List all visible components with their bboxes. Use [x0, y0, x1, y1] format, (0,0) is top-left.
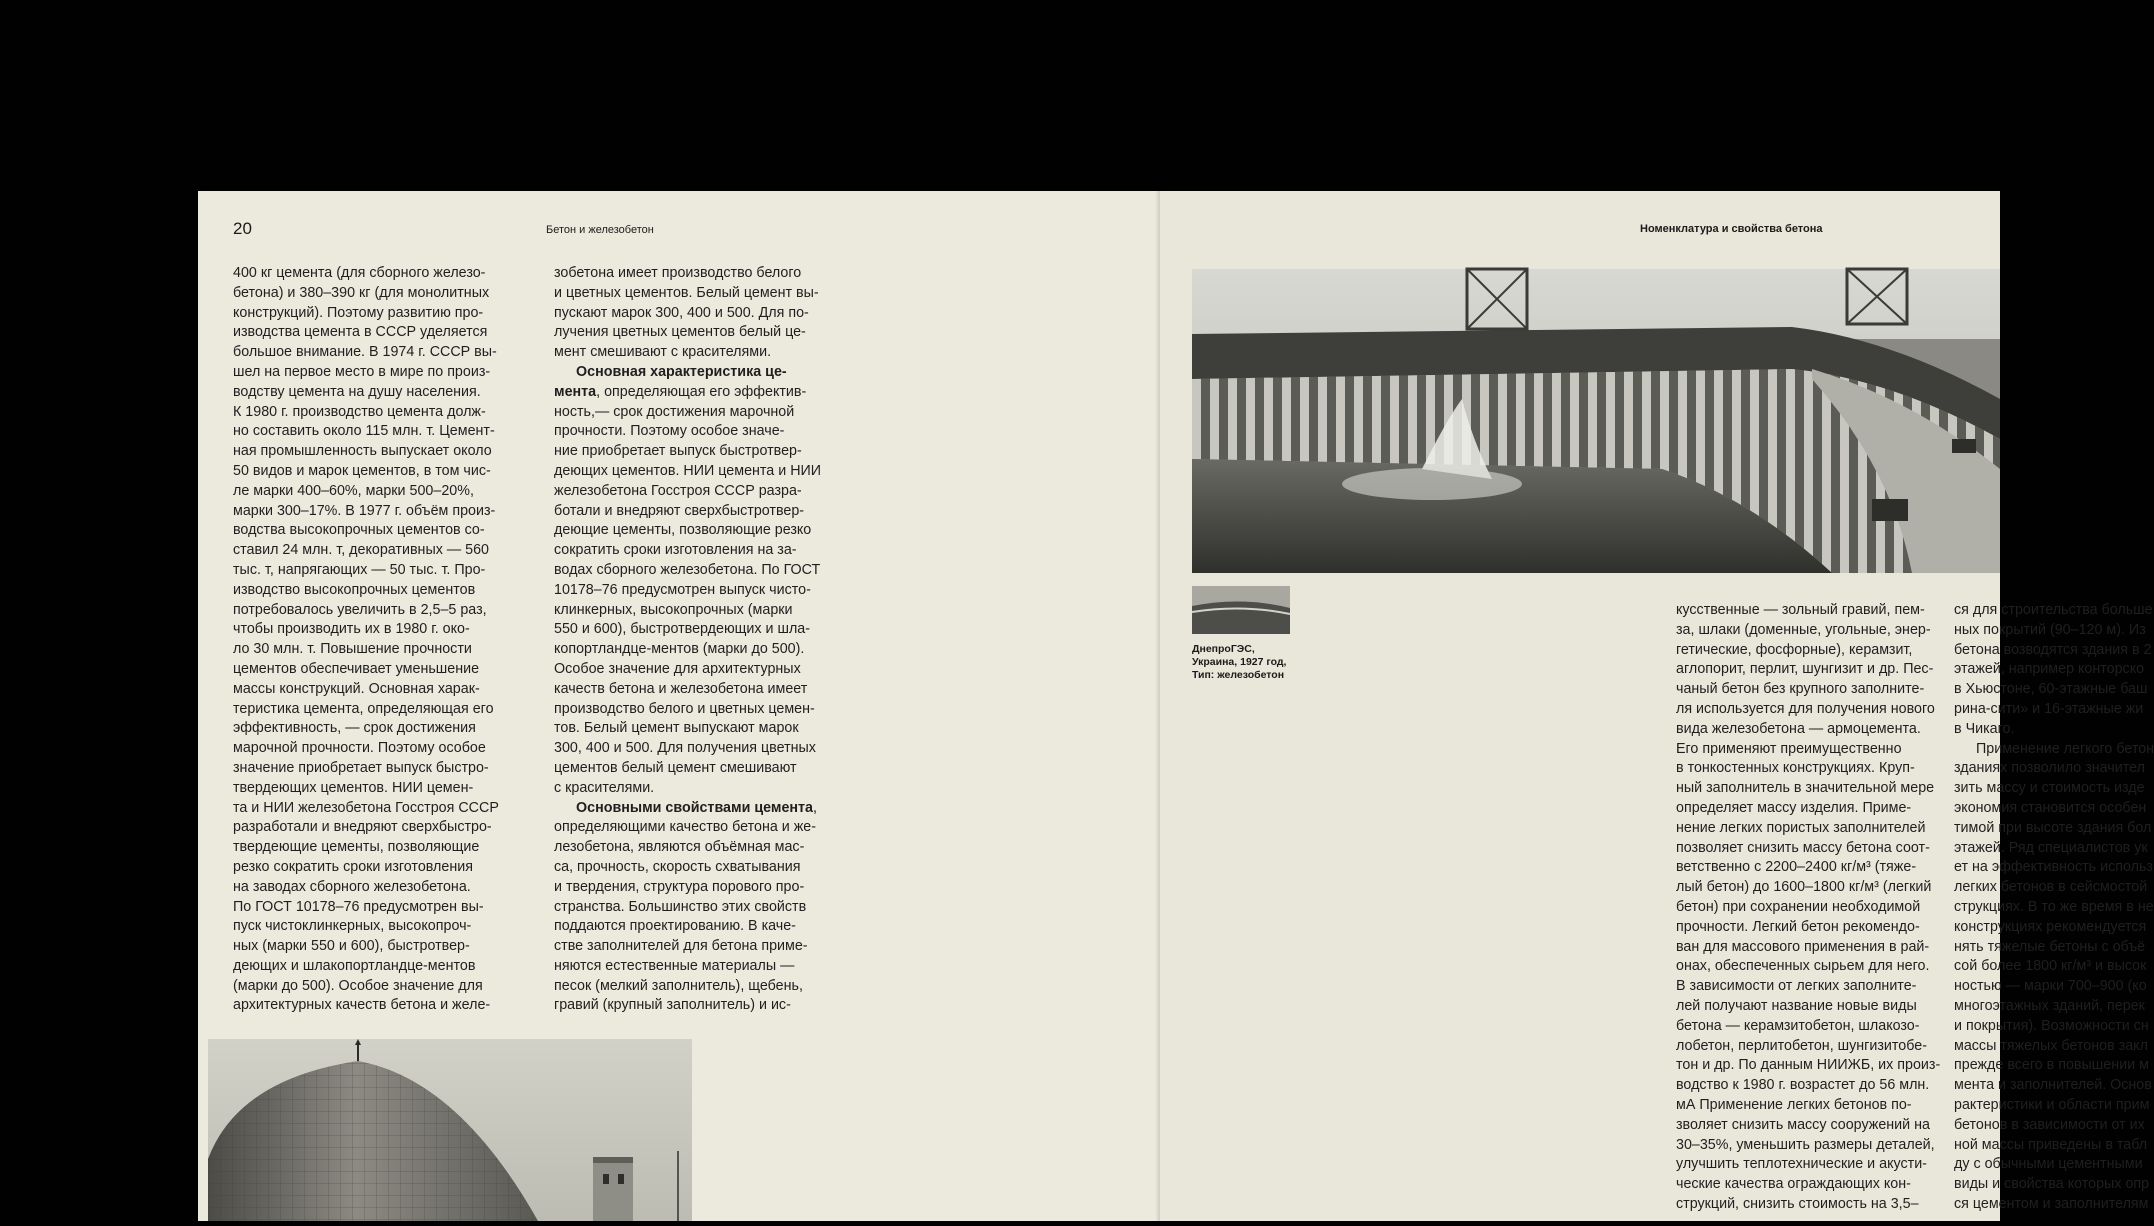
text-line: шел на первое место в мире по произ-	[233, 363, 491, 380]
text-line: ветственно с 2200–2400 кг/м³ (тяже-	[1676, 859, 1917, 876]
text-line: значение приобретает выпуск быстро-	[233, 759, 489, 776]
text-line: гетические, фосфорные), керамзит,	[1676, 641, 1913, 658]
text-line: улучшить теплотехнические и акусти-	[1676, 1156, 1927, 1173]
running-head-left: Бетон и железобетон	[546, 224, 654, 236]
text-line: тов. Белый цемент выпускают марок	[554, 720, 799, 737]
dam-illustration	[1192, 269, 2000, 573]
text-line: клинкерных, высокопрочных (марки	[554, 601, 793, 618]
text-line: деющие цементы, позволяющие резко	[554, 522, 812, 539]
text-line: 30–35%, уменьшить размеры деталей,	[1676, 1136, 1935, 1153]
text-line: мент смешивают с красителями.	[554, 344, 772, 361]
text-line: кусственные — зольный гравий, пем-	[1676, 602, 1925, 618]
text-line: марки 300–17%. В 1977 г. объём произ-	[233, 502, 496, 519]
text-line: твердеющих цементов. НИИ цемен-	[233, 779, 474, 796]
text-line: нение легких пористых заполнителей	[1676, 819, 1926, 836]
text-line: песок (мелкий заполнитель), щебень,	[554, 977, 803, 994]
text-line: определяющими качество бетона и же-	[554, 819, 816, 836]
text-line: ность,— срок достижения марочной	[554, 403, 795, 420]
text-line: 400 кг цемента (для сборного железо-	[233, 265, 486, 281]
text-line: водству цемента на душу населения.	[233, 383, 481, 400]
text-line: рактеристики и области прим	[1954, 1096, 2150, 1113]
text-line: прежде всего в повышении м	[1954, 1057, 2149, 1074]
text-line: ло 30 млн. т. Повышение прочности	[233, 641, 472, 658]
text-line: 550 и 600), быстротвердеющих и шла-	[554, 621, 811, 638]
text-line	[554, 363, 844, 383]
text-line: пускают марок 300, 400 и 500. Для по-	[554, 304, 809, 321]
text-line: водах сборного железобетона. По ГОСТ	[554, 561, 821, 578]
left-page	[198, 191, 1160, 1221]
text-line: с красителями.	[554, 779, 655, 796]
bold-term: мента	[554, 383, 597, 400]
text-line: 300, 400 и 500. Для получения цветных	[554, 740, 816, 757]
text-line: поддаются проектированию. В каче-	[554, 918, 796, 935]
caption-line: Украина, 1927 год,	[1192, 656, 1287, 668]
text-line: 10178–76 предусмотрен выпуск чисто-	[554, 581, 811, 598]
text-line: и покрытия). Возможности сн	[1954, 1017, 2149, 1034]
text-line: изводство высокопрочных цементов	[233, 581, 476, 598]
text-line: и твердения, структура порового про-	[554, 878, 805, 895]
text-line: ных (марки 550 и 600), быстротвер-	[233, 938, 470, 955]
text-line: странства. Большинство этих свойств	[554, 898, 807, 915]
dam-photo	[1192, 269, 2000, 573]
text-line: лый бетон) до 1600–1800 кг/м³ (легкий	[1676, 879, 1932, 896]
text-line: качеств бетона и железобетона имеет	[554, 680, 808, 697]
text-column-2	[554, 264, 844, 1016]
text-line: ле марки 400–60%, марки 500–20%,	[233, 482, 474, 499]
text-line: позволяет снизить массу бетона соот-	[1676, 839, 1930, 856]
text-line: ду с обычными цементными	[1954, 1156, 2143, 1173]
text-line: конструкциях рекомендуется	[1954, 918, 2147, 935]
text-line: бетона — керамзитобетон, шлакозо-	[1676, 1017, 1920, 1034]
text-line: тон и др. По данным НИИЖБ, их произ-	[1676, 1057, 1941, 1074]
text-line: эффективность, — срок достижения	[233, 720, 476, 737]
text-line: зить массу и стоимость изде	[1954, 780, 2145, 797]
text-line: аглопорит, перлит, шунгизит и др. Пес-	[1676, 661, 1934, 678]
text-line: копортландце-ментов (марки до 500).	[554, 641, 805, 658]
text-line: резко сократить сроки изготовления	[233, 858, 473, 875]
text-line: массы тяжелых бетонов закл	[1954, 1037, 2148, 1054]
text-line: архитектурных качеств бетона и желе-	[233, 997, 491, 1014]
text-line: онах, обеспеченных сырьем для него.	[1676, 958, 1930, 975]
text-line: твердеющие цементы, позволяющие	[233, 839, 480, 856]
text-line: зволяет снизить массу сооружений на	[1676, 1116, 1930, 1133]
text-line: лучения цветных цементов белый це-	[554, 324, 806, 341]
text-line: ся цементом и заполнителям	[1954, 1195, 2149, 1212]
text-line	[554, 383, 844, 403]
text-line: ный заполнитель в значительной мере	[1676, 780, 1935, 797]
text-line: лезобетона, являются объёмная мас-	[554, 839, 805, 856]
text-line: прочности. Поэтому особое значе-	[554, 423, 785, 440]
text-line: бетона) и 380–390 кг (для монолитных	[233, 284, 490, 301]
text-line: струкций, снизить стоимость на 3,5–	[1676, 1195, 1919, 1212]
text-line: цементов обеспечивает уменьшение	[233, 660, 480, 677]
text-line: По ГОСТ 10178–76 предусмотрен вы-	[233, 898, 484, 915]
text-line: деющих цементов. НИИ цемента и НИИ	[554, 462, 822, 479]
text-line: теристика цемента, определяющая его	[233, 700, 494, 717]
text-line	[554, 799, 844, 819]
text-line: стве заполнителей для бетона приме-	[554, 938, 808, 955]
text-line: сой более 1800 кг/м³ и высок	[1954, 958, 2147, 975]
text-line: са, прочность, скорость схватывания	[554, 858, 801, 875]
text-line: производство белого и цветных цемен-	[554, 700, 815, 717]
text-line: в Чикаго.	[1954, 720, 2015, 737]
text-line: этажей. Ряд специалистов ук	[1954, 839, 2148, 856]
text-line: Особое значение для архитектурных	[554, 660, 801, 677]
text-line: на заводах сборного железобетона.	[233, 878, 471, 895]
text-line: водства высокопрочных цементов со-	[233, 522, 485, 539]
dome-illustration	[208, 1039, 692, 1221]
text-line: виды и свойства которых опр	[1954, 1176, 2150, 1193]
text-line: ческие качества ограждающих кон-	[1676, 1176, 1911, 1193]
text-line: прочности. Легкий бетон рекомендо-	[1676, 918, 1920, 935]
text-line: К 1980 г. производство цемента долж-	[233, 403, 486, 420]
book-spread	[198, 191, 2154, 1221]
text-line: мА Применение легких бетонов по-	[1676, 1096, 1912, 1113]
text-column-1	[233, 264, 523, 1016]
text-line: рина-сити» и 16-этажные жи	[1954, 700, 2144, 717]
dome-photo	[208, 1039, 692, 1221]
text-line: бетон) при сохранении необходимой	[1676, 898, 1921, 915]
text-line: 50 видов и марок цементов, в том чис-	[233, 462, 491, 479]
text-line: гравий (крупный заполнитель) и ис-	[554, 997, 791, 1014]
text-fragment: , определяющая его эффектив-	[596, 383, 807, 400]
text-line: бетонов в зависимости от их	[1954, 1116, 2145, 1133]
text-line: ля используется для получения нового	[1676, 700, 1935, 717]
text-line: изводства цемента в СССР уделяется	[233, 324, 488, 341]
text-line: лобетон, перлитобетон, шунгизитобе-	[1676, 1037, 1927, 1054]
running-head-right: Номенклатура и свойства бетона	[1640, 223, 1823, 235]
text-line: этажей, например конторско	[1954, 661, 2145, 678]
text-line: няются естественные материалы —	[554, 957, 795, 974]
text-line: но составить около 115 млн. т. Цемент-	[233, 423, 495, 440]
text-line: ных покрытий (90–120 м). Из	[1954, 621, 2146, 638]
text-line: разработали и внедряют сверхбыстро-	[233, 819, 492, 836]
text-line: Его применяют преимущественно	[1676, 740, 1902, 757]
text-line: и цветных цементов. Белый цемент вы-	[554, 284, 819, 301]
right-page	[1160, 191, 2154, 1221]
text-line: в Хьюстоне, 60-этажные баш	[1954, 681, 2148, 698]
text-line: лей получают название новые виды	[1676, 997, 1917, 1014]
text-line: массы конструкций. Основная харак-	[233, 680, 480, 697]
text-line: чаный бетон без крупного заполните-	[1676, 681, 1925, 698]
text-line: многоэтажных зданий, перек	[1954, 997, 2145, 1014]
text-fragment: ,	[813, 799, 817, 816]
text-line: экономия становится особен	[1954, 799, 2147, 816]
text-line: Применение легкого бетон	[1976, 740, 2154, 757]
text-line: мента и заполнителей. Основ	[1954, 1077, 2152, 1094]
text-line: деющих и шлакопортландце-ментов	[233, 957, 476, 974]
text-line: зданиях позволило значител	[1954, 760, 2145, 777]
text-line: водство к 1980 г. возрастет до 56 млн.	[1676, 1077, 1930, 1094]
text-line: конструкций). Поэтому развитию про-	[233, 304, 484, 321]
caption-line: ДнепроГЭС,	[1192, 643, 1255, 655]
text-line: нять тяжелые бетоны с объё	[1954, 938, 2146, 955]
text-column-4	[1954, 601, 2154, 1215]
text-line: ние приобретает выпуск быстротвер-	[554, 443, 802, 460]
text-line: определяет массу изделия. Приме-	[1676, 799, 1912, 816]
text-line: зобетона имеет производство белого	[554, 265, 802, 281]
text-line: ван для массового применения в рай-	[1676, 938, 1930, 955]
text-line: бетона возводятся здания в 2	[1954, 641, 2152, 658]
text-line: та и НИИ железобетона Госстроя СССР	[233, 799, 499, 816]
text-line: ной массы приведены в табл	[1954, 1136, 2148, 1153]
text-line: за, шлаки (доменные, угольные, энер-	[1676, 621, 1931, 638]
text-line: ся для строительства больше	[1954, 602, 2153, 618]
text-line: цементов белый цемент смешивают	[554, 759, 797, 776]
text-line: струкциях. В то же время в не	[1954, 898, 2154, 915]
text-line: большое внимание. В 1974 г. СССР вы-	[233, 344, 497, 361]
text-line: в тонкостенных конструкциях. Круп-	[1676, 760, 1915, 777]
text-line: ная промышленность выпускает около	[233, 443, 492, 460]
dam-thumbnail	[1192, 586, 1290, 634]
text-line: (марки до 500). Особое значение для	[233, 977, 483, 994]
text-line: железобетона Госстроя СССР разра-	[554, 482, 802, 499]
text-line: марочной прочности. Поэтому особое	[233, 740, 486, 757]
text-line: ностью — марки 700–900 (ко	[1954, 978, 2147, 995]
text-line: чтобы производить их в 1980 г. око-	[233, 621, 470, 638]
text-line: сократить сроки изготовления на за-	[554, 542, 797, 559]
text-line: ставил 24 млн. т, декоративных — 560	[233, 542, 489, 559]
thumbnail-illustration	[1192, 586, 1290, 634]
text-line: вида железобетона — армоцемента.	[1676, 720, 1921, 737]
text-line: легких бетонов в сейсмостой	[1954, 879, 2148, 896]
text-line: пуск чистоклинкерных, высокопроч-	[233, 918, 472, 935]
photo-caption	[1192, 643, 1286, 682]
text-line: ботали и внедряют сверхбыстротвер-	[554, 502, 805, 519]
text-line: ет на эффективность использ	[1954, 859, 2153, 876]
caption-line: Тип: железобетон	[1192, 669, 1285, 681]
text-line: В зависимости от легких заполните-	[1676, 978, 1917, 995]
page-number: 20	[233, 219, 252, 238]
text-column-3	[1676, 601, 1966, 1215]
text-line: тыс. т, напрягающих — 50 тыс. т. Про-	[233, 561, 486, 578]
text-line: потребовалось увеличить в 2,5–5 раз,	[233, 601, 487, 618]
bold-term: Основными свойствами цемента	[576, 799, 813, 816]
bold-term: Основная характеристика це-	[576, 363, 787, 380]
text-line: тимой при высоте здания бол	[1954, 819, 2152, 836]
